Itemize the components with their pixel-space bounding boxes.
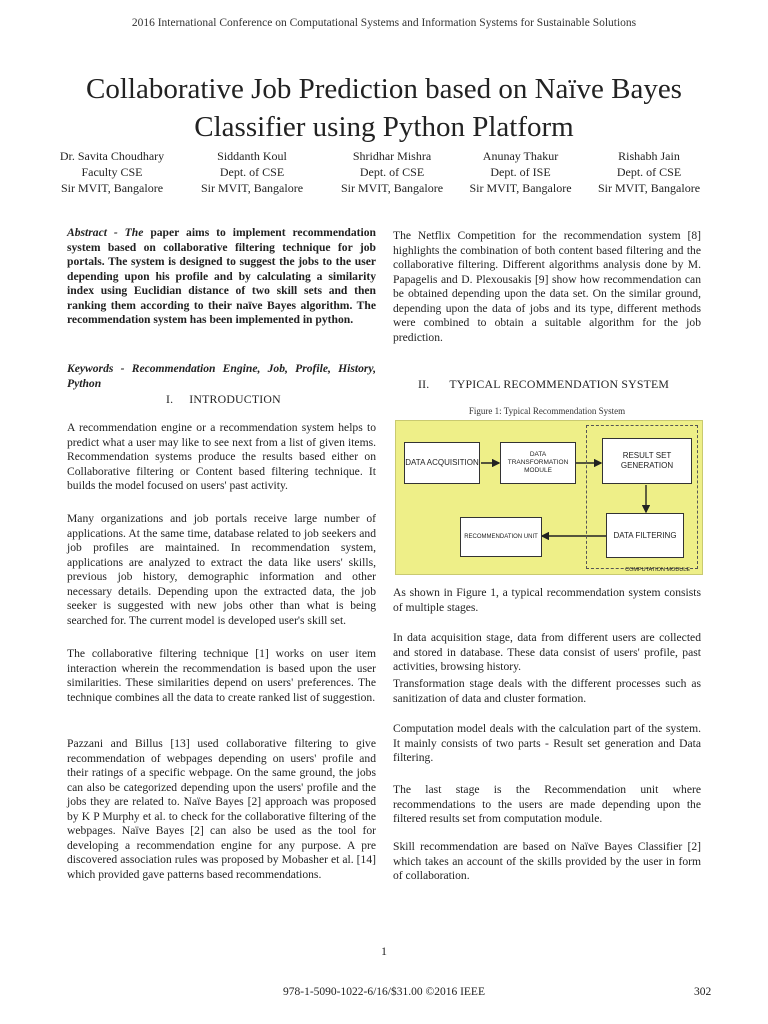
paragraph-computation: Computation model deals with the calculation part of the system. It mainly consists of two parts - Result set generation and Data filtering. (393, 722, 701, 764)
author-affiliation: Sir MVIT, Bangalore (60, 181, 164, 195)
author-4 (462, 148, 579, 196)
author-name: Shridhar Mishra (352, 149, 432, 163)
figure-caption: Figure 1: Typical Recommendation System (468, 406, 626, 416)
box-data-acquisition: DATA ACQUISITION (404, 442, 480, 484)
author-dept: Dept. of ISE (490, 165, 551, 179)
author-3 (322, 148, 462, 196)
author-5 (579, 148, 719, 196)
title-line-1: Collaborative Job Prediction based on Naïve Bayes (86, 73, 682, 105)
author-name: Dr. Savita Choudhary (59, 149, 165, 163)
section-title: TYPICAL RECOMMENDATION SYSTEM (449, 377, 670, 391)
author-2 (182, 148, 322, 196)
author-1 (42, 148, 182, 196)
paragraph-figure-intro: As shown in Figure 1, a typical recommendation system consists of multiple stages. (393, 586, 701, 614)
figure-typical-recommendation-system (395, 420, 703, 575)
author-dept: Dept. of CSE (219, 165, 285, 179)
paragraph-netflix: The Netflix Competition for the recommendation system [8] highlights the combination of both content based filtering and the collaborative filtering. Different algorithms analysis done by M. Papagelis and D. Plexousakis [9] show how recommendation can be obtained depending upon the data set. On the similar ground, depending upon the data of jobs and its type, different methods were combined to obtain a suitable algorithm for the job prediction. (393, 229, 701, 344)
author-dept: Faculty CSE (81, 165, 143, 179)
paper-title (40, 70, 728, 146)
section-title: INTRODUCTION (189, 392, 281, 406)
section-number: II. (418, 377, 430, 391)
paragraph-recommendation-unit: The last stage is the Recommendation unit where recommendations to the users are made depending upon the filtered results set from computation module. (393, 783, 701, 825)
box-data-filtering: DATA FILTERING (606, 513, 684, 558)
author-name: Siddanth Koul (217, 149, 287, 163)
section-heading-typical-system (418, 377, 669, 392)
conference-header: 2016 International Conference on Computational Systems and Information Systems for Sustainable Solutions (131, 17, 637, 29)
box-result-set-generation: RESULT SET GENERATION (602, 438, 692, 484)
computation-module-label: COMPUTATION MODULE (625, 567, 690, 573)
author-list (42, 148, 752, 196)
author-affiliation: Sir MVIT, Bangalore (340, 181, 444, 195)
footer-isbn: 978-1-5090-1022-6/16/$31.00 ©2016 IEEE (283, 986, 485, 998)
box-transform-prefix: DATA (529, 451, 547, 458)
author-name: Anunay Thakur (482, 149, 559, 163)
paragraph-intro-1: A recommendation engine or a recommendation system helps to predict what a user may like to see next from a list of given items. Recommendation systems produce the results based either on Collaborative filtering or Content based filtering technique. It builds the model focused on users' past activity. (67, 421, 376, 492)
page-number-center: 1 (381, 944, 387, 958)
keywords: Keywords - Recommendation Engine, Job, Profile, History, Python (67, 362, 376, 390)
abstract (67, 226, 376, 328)
paragraph-intro-3: The collaborative filtering technique [1] works on user item interaction wherein the recommendation is based upon the user similarities. These similarities depend on users' preferences. The technique combines all the data to create ranked list of suggestion. (67, 647, 376, 704)
footer-page-number: 302 (694, 986, 712, 998)
abstract-body: paper aims to implement recommendation system based on collaborative filtering technique for job portals. The system is designed to suggest the jobs to the user depending upon his profile and by calculating a similarity index using Euclidian distance of two skill sets and then ranking them according to their naïve Bayes algorithm. The recommendation system has been implemented in python. (67, 226, 376, 326)
box-transform-label: TRANSFORMATION MODULE (507, 459, 569, 474)
box-recommendation-unit: RECOMMENDATION UNIT (460, 517, 542, 557)
paragraph-intro-4: Pazzani and Billus [13] used collaborative filtering to give recommendation of webpages depending on users' profile and their ratings of a specific webpage. On the same ground, the jobs can also be categorized depending upon the users' profile and the jobs they are related to. Naïve Bayes [2] approach was proposed by K P Murphy et al. to check for the collaborative filtering of the webpages. Naïve Bayes [2] can also be used as the tool for developing a recommendation engine for any purpose. A pre discovered association rules was proposed by Mobasher et al. [14] which provided gave patterns based recommendations. (67, 737, 376, 881)
box-data-transformation (500, 442, 576, 484)
paragraph-data-acquisition: In data acquisition stage, data from different users are collected and stored in database. These data consist of users' profile, past activities, browsing history. (393, 631, 701, 673)
section-heading-introduction (166, 392, 281, 407)
abstract-lead: Abstract - The (67, 226, 144, 239)
paragraph-intro-2: Many organizations and job portals receive large number of applications. At the same time, database related to job seekers and job profiles are maintained. In recommendation system, applications are analyzed to extract the data like users' skills, previous job history, demographic information and other necessary details. Depending upon the extracted data, the job seeker is suggested with new jobs other than what is being searched for. The current model is developed user's skill set. (67, 512, 376, 627)
author-affiliation: Sir MVIT, Bangalore (469, 181, 572, 195)
abstract-text (67, 226, 376, 328)
author-name: Rishabh Jain (618, 149, 680, 163)
author-dept: Dept. of CSE (359, 165, 425, 179)
title-line-2: Classifier using Python Platform (194, 111, 574, 143)
author-affiliation: Sir MVIT, Bangalore (200, 181, 304, 195)
paragraph-skill-recommendation: Skill recommendation are based on Naïve Bayes Classifier [2] which takes an account of the skills provided by the user in form of collaboration. (393, 840, 701, 882)
section-number: I. (166, 392, 174, 406)
paragraph-transformation: Transformation stage deals with the different processes such as sanitization of data and cluster formation. (393, 677, 701, 705)
author-affiliation: Sir MVIT, Bangalore (597, 181, 701, 195)
author-dept: Dept. of CSE (616, 165, 682, 179)
